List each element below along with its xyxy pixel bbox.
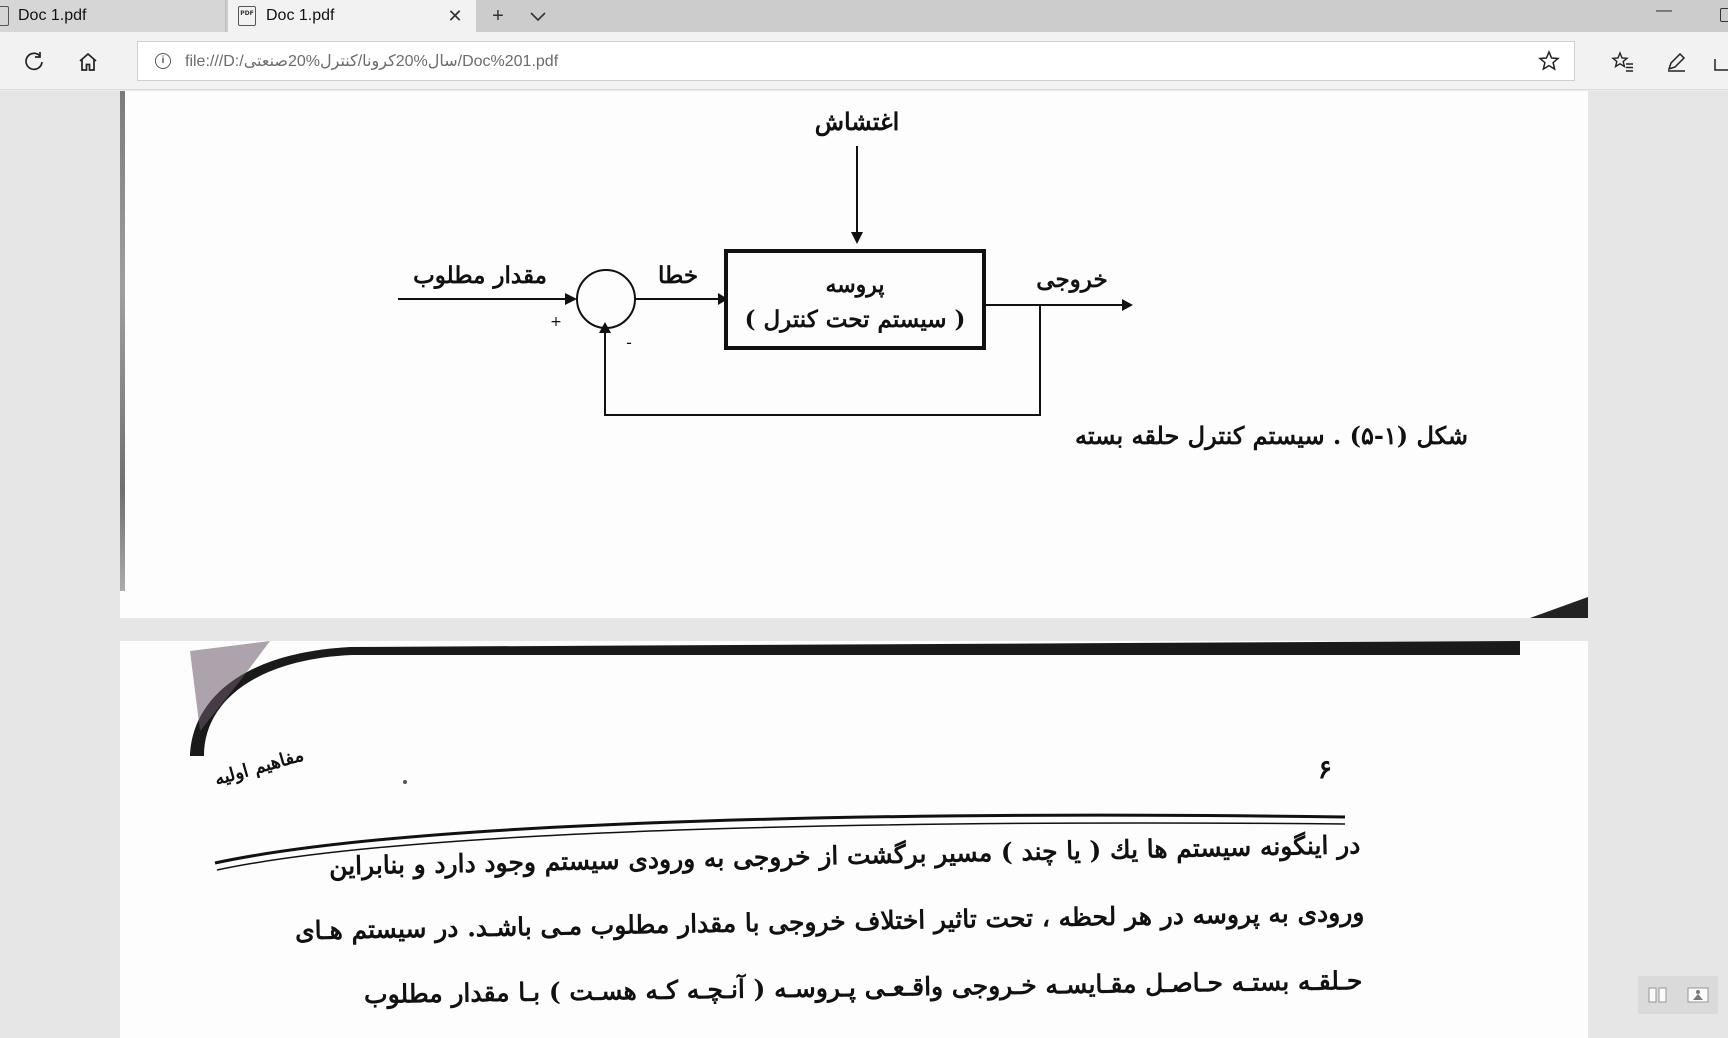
share-button[interactable] [1712,46,1728,78]
plus-sign: + [550,314,562,330]
pen-icon [1665,51,1687,73]
scan-artifact [190,641,270,731]
new-tab-button[interactable]: + [492,5,504,27]
home-button[interactable] [72,46,104,78]
page-view-control[interactable] [1638,976,1718,1014]
setpoint-arrowhead [565,293,577,305]
home-icon [77,51,99,73]
favorites-list-icon [1611,51,1635,73]
disturbance-arrowhead [851,232,863,244]
disturbance-label: اغتشاش [814,107,900,136]
dust-dot [403,780,407,784]
summing-junction [577,270,635,328]
address-bar[interactable] [137,41,1575,81]
scan-corner [1530,597,1588,618]
body-line-1: در اینگونه سیستم ها یك ( یا چند ) مسیر برگشت از خروجی به ورودی سیستم وجود دارد و بنابراین [328,830,1361,881]
address-url[interactable]: file:///D:/سال%20کرونا/کنترل%20صنعتی/Doc%201.pdf [185,53,559,70]
minus-sign: - [626,333,632,352]
two-page-icon[interactable] [1647,986,1669,1004]
output-label: خروجی [1036,266,1108,293]
body-line-2: ورودی به پروسه در هر لحظه ، تحت تاثیر اختلاف خروجی با مقدار مطلوب مـی باشـد. در سیستم هـای [294,897,1365,946]
figure-caption: شکل (۱-۵) . سیستم کنترل حلقه بسته [1074,421,1468,450]
tab-label: Doc 1.pdf [266,7,335,24]
tab-doc-2[interactable] [228,0,476,32]
pdf-viewport[interactable] [0,91,1728,1038]
output-arrowhead [1122,299,1133,311]
tab-strip [0,0,1728,32]
page-curl-shadow [190,641,1520,756]
header-title: مفاهیم اولیه [212,744,307,790]
pdf-page-2 [120,641,1588,1038]
favorites-button[interactable] [1607,46,1639,78]
pdf-icon: PDF [238,6,256,26]
error-label: خطا [657,262,699,289]
pdf-icon [0,6,9,26]
body-line-3: حـلقـه بستـه حـاصـل مقـایسـه خـروجی واقـعـی پـروسـه ( آنـچـه کـه هسـت ) بـا مقدار مطلوب [363,966,1363,1009]
pdf-page-1 [120,91,1588,618]
system-label: ( سیستم تحت کنترل ) [744,306,966,333]
refresh-button[interactable] [18,46,50,78]
favorite-star-icon[interactable] [1538,50,1560,72]
single-page-icon[interactable] [1686,986,1710,1004]
process-block [726,251,984,348]
tab-doc-1[interactable] [0,0,226,32]
minimize-button[interactable]: — [1656,2,1672,19]
maximize-button[interactable] [1720,8,1728,22]
refresh-icon [23,51,45,73]
page-number: ۶ [1318,755,1332,785]
setpoint-label: مقدار مطلوب [413,262,547,289]
notes-button[interactable] [1660,46,1692,78]
share-icon [1712,51,1728,73]
info-icon[interactable]: i [155,53,171,69]
browser-toolbar [0,32,1728,90]
chevron-down-icon [530,12,546,22]
tab-list-button[interactable] [524,4,552,28]
tab-label: Doc 1.pdf [18,7,87,24]
closed-loop-diagram [120,91,1588,618]
process-label: پروسه [825,272,885,298]
close-tab-icon[interactable]: ✕ [447,6,463,26]
